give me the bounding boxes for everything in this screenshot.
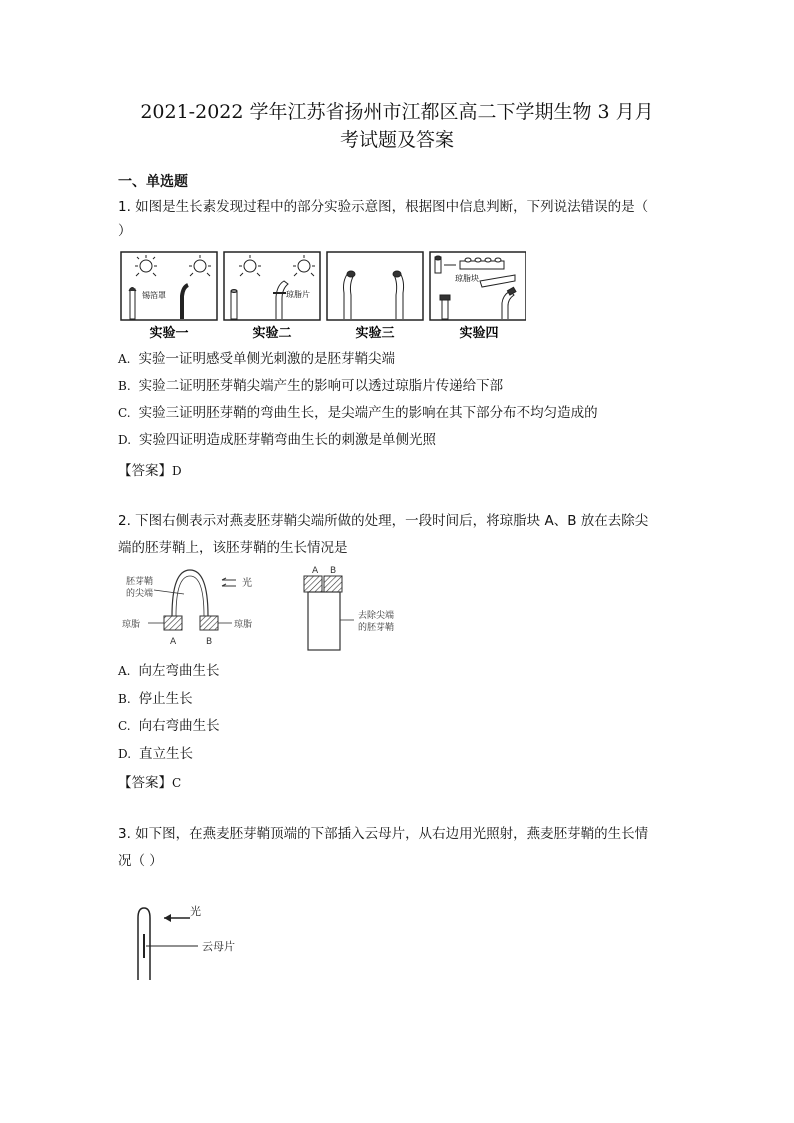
q2-option-b[interactable] xyxy=(118,688,193,710)
q2-light-label: 光 xyxy=(242,578,252,589)
q2-label-b2: B xyxy=(330,566,337,576)
page-title-line1: 2021-2022 学年江苏省扬州市江都区高二下学期生物 3 月月 xyxy=(140,101,654,123)
q1-figure xyxy=(120,251,526,344)
q2-tip-label1: 胚芽鞘 xyxy=(126,577,154,587)
q2-agar-left: 琼脂 xyxy=(122,620,141,630)
q1-option-a[interactable] xyxy=(118,348,395,370)
section-heading: 一、单选题 xyxy=(118,174,188,190)
option-text: 实验三证明胚芽鞘的弯曲生长，是尖端产生的影响在其下部分布不均匀造成的 xyxy=(138,405,598,421)
answer-label: 【答案】 xyxy=(118,463,172,479)
q2-option-c[interactable] xyxy=(118,715,220,737)
option-text: 实验四证明造成胚芽鞘弯曲生长的刺激是单侧光照 xyxy=(139,432,437,448)
option-text: 实验一证明感受单侧光刺激的是胚芽鞘尖端 xyxy=(138,351,395,367)
page-title-line2: 考试题及答案 xyxy=(339,129,454,151)
q3-figure xyxy=(130,898,270,980)
answer-label: 【答案】 xyxy=(118,775,172,791)
q1-label-agar-block: 琼脂块 xyxy=(455,274,479,283)
option-key: D. xyxy=(118,433,132,447)
option-text: 向左弯曲生长 xyxy=(138,663,220,679)
q1-exp2-label: 实验二 xyxy=(252,326,292,341)
q3-stem-line1: 3. 如下图，在燕麦胚芽鞘顶端的下部插入云母片，从右边用光照射，燕麦胚芽鞘的生长情 xyxy=(118,826,649,842)
answer-value: D xyxy=(172,464,182,478)
option-key: A. xyxy=(118,352,131,366)
q1-stem-line2: ） xyxy=(118,223,132,239)
q1-exp4-label: 实验四 xyxy=(459,326,499,341)
q2-label-a2: A xyxy=(312,566,319,576)
q2-option-d[interactable] xyxy=(118,743,193,765)
q2-label-a: A xyxy=(170,637,177,647)
q2-tip-label2: 的尖端 xyxy=(126,589,154,599)
q3-mica-label: 云母片 xyxy=(202,940,235,953)
option-text: 向右弯曲生长 xyxy=(138,718,220,734)
option-key: A. xyxy=(118,664,131,678)
option-text: 直立生长 xyxy=(139,746,194,762)
q1-option-d[interactable] xyxy=(118,429,436,451)
q2-label-b: B xyxy=(206,637,213,647)
q1-exp1-label: 实验一 xyxy=(149,326,189,341)
q2-stem-line1: 2. 下图右侧表示对燕麦胚芽鞘尖端所做的处理，一段时间后，将琼脂块 A、B 放在去除尖 xyxy=(118,513,649,529)
option-key: B. xyxy=(118,379,131,393)
q2-option-a[interactable] xyxy=(118,660,219,682)
q1-exp3-label: 实验三 xyxy=(355,326,395,341)
option-key: C. xyxy=(118,719,131,733)
option-text: 实验二证明胚芽鞘尖端产生的影响可以透过琼脂片传递给下部 xyxy=(138,378,504,394)
q3-stem-line2: 况（ ） xyxy=(118,853,163,869)
q1-label-foil: 锡箔罩 xyxy=(142,291,166,300)
option-key: C. xyxy=(118,406,131,420)
q2-cut-label2: 的胚芽鞘 xyxy=(358,623,395,633)
q2-cut-label1: 去除尖端 xyxy=(358,611,395,621)
answer-value: C xyxy=(172,776,182,790)
q1-option-c[interactable] xyxy=(118,402,598,424)
q1-answer xyxy=(118,459,182,479)
q1-label-agar-sheet: 琼脂片 xyxy=(286,290,310,299)
q2-stem-line2: 端的胚芽鞘上，该胚芽鞘的生长情况是 xyxy=(118,540,348,556)
q1-stem-line1: 1. 如图是生长素发现过程中的部分实验示意图，根据图中信息判断，下列说法错误的是（ xyxy=(118,199,649,215)
q2-figure xyxy=(118,562,418,654)
q2-answer xyxy=(118,771,181,791)
q1-option-b[interactable] xyxy=(118,375,503,397)
q3-light-label: 光 xyxy=(190,905,201,918)
option-text: 停止生长 xyxy=(138,691,193,707)
option-key: B. xyxy=(118,692,131,706)
option-key: D. xyxy=(118,747,132,761)
q2-agar-right: 琼脂 xyxy=(234,620,253,630)
